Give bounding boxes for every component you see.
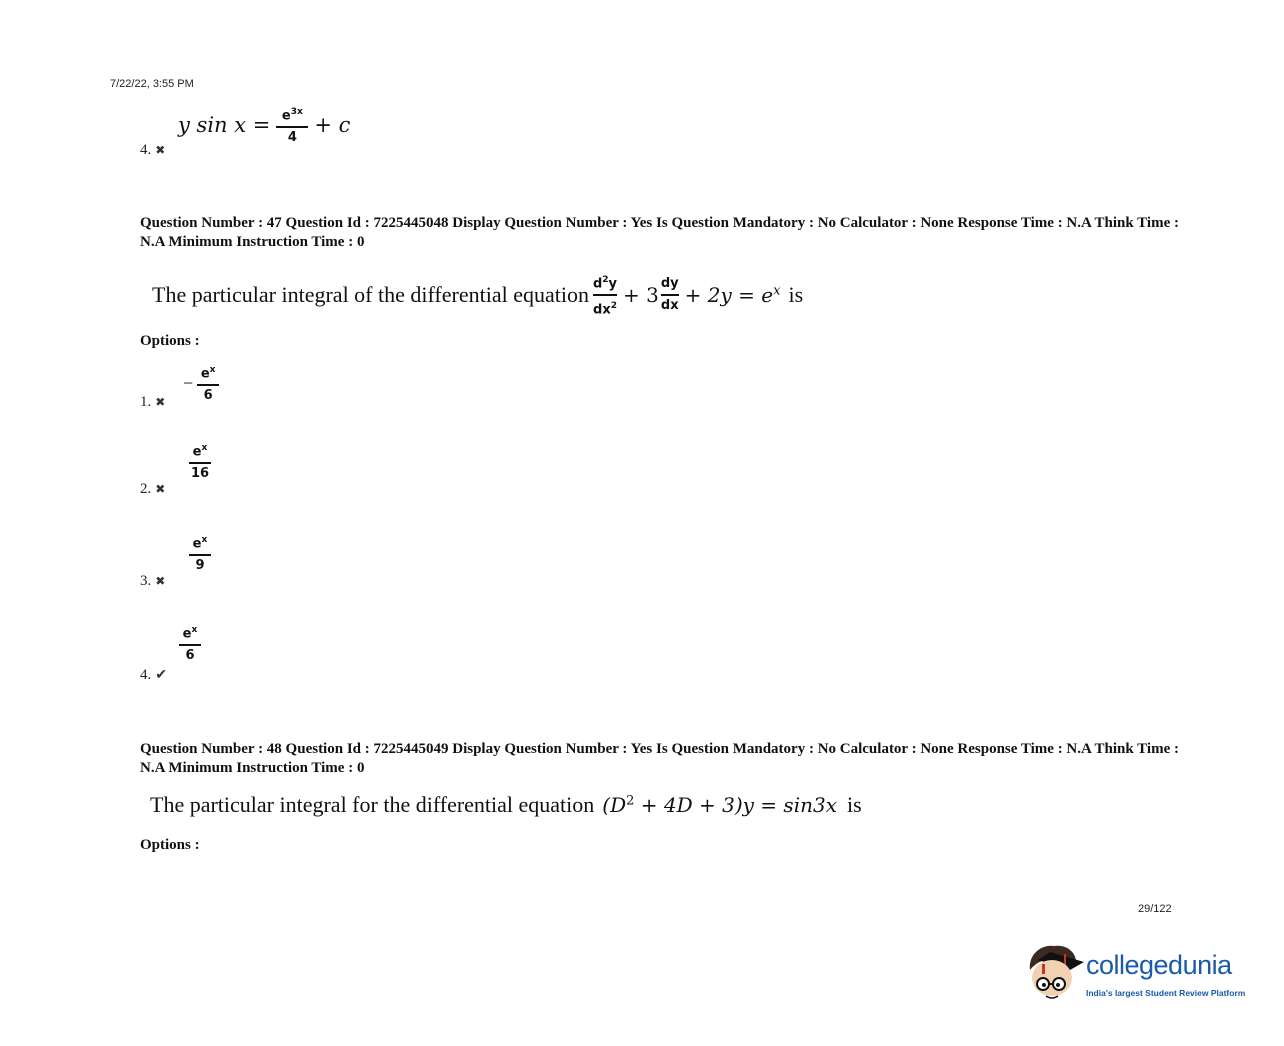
correct-check-icon: ✔ — [155, 668, 167, 683]
option-2-expression — [189, 440, 211, 482]
fraction: $\frac{e^{3x}}{4}$ — [276, 104, 308, 146]
options-label: Options : — [140, 837, 200, 853]
option-4-expression — [179, 622, 201, 664]
collegedunia-logo — [1024, 940, 1264, 1010]
wrong-mark-icon: ✖ — [155, 574, 166, 588]
question-48-meta: Question Number : 48 Question Id : 7225445049 Display Question Number : Yes Is Question Mandatory : No Calculator : None Response Time : N.A Think Time : N.A Minimum Instruction Time : 0 — [140, 741, 1179, 776]
fraction: $\frac{e^x}{16}$ — [190, 443, 210, 482]
wrong-mark-icon: ✖ — [155, 482, 166, 496]
fraction: $\frac{e^x}{9}$ — [189, 532, 211, 574]
option-4: 4. ✔ — [140, 667, 167, 683]
fraction: $\frac{e^x}{6}$ — [197, 362, 219, 404]
question-text-prefix: The particular integral for the differential equation — [150, 792, 595, 817]
option-number: 4. — [140, 142, 152, 158]
question-text-suffix: is — [788, 282, 804, 308]
question-47-text — [152, 272, 803, 319]
fraction: $\frac{e^x}{6}$ — [179, 622, 201, 664]
minus-sign: − — [183, 372, 194, 393]
wrong-mark-icon: ✖ — [155, 143, 166, 157]
wrong-mark-icon: ✖ — [155, 395, 166, 409]
logo-wordmark: collegedunia — [1086, 950, 1232, 980]
question-47-meta: Question Number : 47 Question Id : 7225445048 Display Question Number : Yes Is Question Mandatory : No Calculator : None Response Time : N.A Think Time : N.A Minimum Instruction Time : 0 — [140, 215, 1179, 250]
expression-lhs: y sin x = — [178, 113, 271, 138]
equation-rest: + $2y = e^x$ — [684, 283, 781, 308]
expression-tail: + c — [314, 113, 351, 138]
print-timestamp: 7/22/22, 3:55 PM — [110, 78, 194, 90]
option-2: 2. ✖ — [140, 481, 166, 497]
question-text-prefix: The particular integral of the differential equation — [152, 282, 589, 308]
question-text-suffix: is — [846, 792, 862, 817]
options-label: Options : — [140, 333, 200, 349]
prev-option-4-expression — [178, 104, 350, 146]
option-3: 3. ✖ — [140, 573, 166, 589]
option-1-expression — [183, 362, 219, 404]
option-1: 1. ✖ — [140, 394, 166, 410]
mascot-icon — [1024, 940, 1086, 1010]
equation: $(D^2 + 4D + 3)y = \sin 3x$ — [602, 793, 837, 817]
question-48-text — [150, 792, 862, 818]
second-derivative-fraction: $\frac{d^2y}{dx^2}$ — [592, 275, 618, 318]
first-derivative-fraction: $\frac{dy}{dx}$ — [660, 276, 679, 314]
logo-tagline: India's largest Student Review Platform — [1086, 988, 1246, 998]
page-number: 29/122 — [1138, 903, 1172, 915]
option-3-expression — [189, 532, 211, 574]
plus-three: + 3 — [623, 283, 659, 308]
prev-option-4 — [140, 141, 165, 159]
